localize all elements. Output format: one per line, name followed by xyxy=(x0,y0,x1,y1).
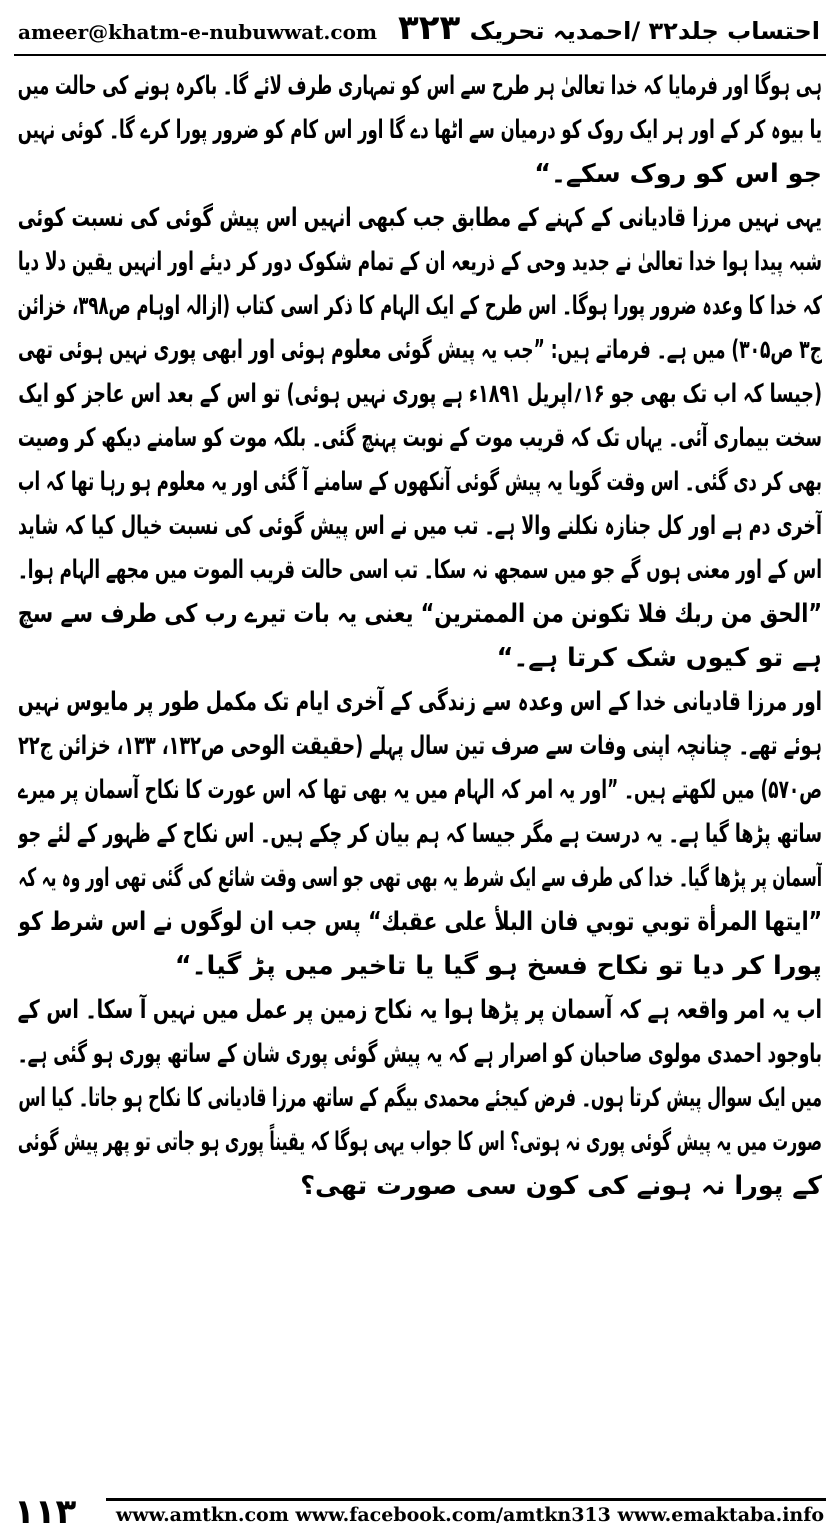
text-line: صورت میں یہ پیش گوئی پوری نہ ہوتی؟ اس کا جواب یہی ہوگا کہ یقیناً پوری ہو جاتی تو پھر پیش گوئی xyxy=(18,1127,822,1157)
header-title: احتساب جلد۳۲ /احمدیہ تحریک xyxy=(469,17,820,45)
text-line: بھی کر دی گئی۔ اس وقت گویا یہ پیش گوئی آنکھوں کے سامنے آ گئی اور یہ معلوم ہو رہا تھا کہ اب xyxy=(18,467,822,497)
header-email[interactable]: ameer@khatm-e-nubuwwat.com xyxy=(18,20,378,44)
text-line: پورا کر دیا تو نکاح فسخ ہو گیا یا تاخیر میں پڑ گیا۔“ xyxy=(174,951,822,981)
text-line: ”الحق من ربك فلا تكونن من الممترين“ یعنی یہ بات تیرے رب کی طرف سے سچ xyxy=(18,599,822,629)
footer-divider xyxy=(106,1498,826,1501)
text-line: سخت بیماری آئی۔ یہاں تک کہ قریب موت کے نوبت پہنچ گئی۔ بلکہ موت کو سامنے دیکھ کر وصیت xyxy=(18,423,822,453)
text-line: اب یہ امر واقعہ ہے کہ آسمان پر پڑھا ہوا یہ نکاح زمین پر عمل میں نہیں آ سکا۔ اس کے xyxy=(18,995,822,1025)
text-line: ہے تو کیوں شک کرتا ہے۔“ xyxy=(496,643,822,673)
text-line: (جیسا کہ اب تک بھی جو ۱۶؍اپریل ۱۸۹۱ء ہے پوری نہیں ہوئی) تو اس کے بعد اس عاجز کو ایک xyxy=(18,379,822,409)
text-line: باوجود احمدی مولوی صاحبان کو اصرار ہے کہ یہ پیش گوئی پوری شان کے ساتھ پوری ہو گئی ہے۔ xyxy=(18,1039,822,1069)
text-line: کے پورا نہ ہونے کی کون سی صورت تھی؟ xyxy=(300,1171,822,1201)
text-line: ج۳ ص۳۰۵) میں ہے۔ فرماتے ہیں: ”جب یہ پیش گوئی معلوم ہوئی اور ابھی پوری نہیں ہوئی تھی xyxy=(18,335,822,365)
text-line: ”ايتها المرأة توبي توبي فان البلأ على عقبك“ پس جب ان لوگوں نے اس شرط کو xyxy=(18,907,822,937)
footer-page-number: ۱۱۳ xyxy=(14,1492,77,1532)
page-footer xyxy=(14,1492,826,1532)
page-header xyxy=(14,6,826,54)
text-line: ہی ہوگا اور فرمایا کہ خدا تعالیٰ ہر طرح سے اس کو تمہاری طرف لائے گا۔ باکرہ ہونے کی حالت میں xyxy=(18,71,822,101)
text-line: ساتھ پڑھا گیا ہے۔ یہ درست ہے مگر جیسا کہ ہم بیان کر چکے ہیں۔ اس نکاح کے ظہور کے لئے جو xyxy=(18,819,822,849)
text-line: اور مرزا قادیانی خدا کے اس وعدہ سے زندگی کے آخری ایام تک مکمل طور پر مایوس نہیں xyxy=(18,687,822,717)
page-body xyxy=(18,64,822,1468)
text-line: کہ خدا کا وعدہ ضرور پورا ہوگا۔ اس طرح کے ایک الہام کا ذکر اسی کتاب (ازالہ اوہام ص۳۹۸، خزائن xyxy=(18,291,822,321)
footer-links[interactable]: www.amtkn.com www.facebook.com/amtkn313 www.emaktaba.info xyxy=(115,1504,825,1526)
text-line: ہوئے تھے۔ چنانچہ اپنی وفات سے صرف تین سال پہلے (حقیقت الوحی ص۱۳۲، ۱۳۳، خزائن ج۲۲ xyxy=(18,731,822,761)
text-line: میں ایک سوال پیش کرتا ہوں۔ فرض کیجئے محمدی بیگم کے ساتھ مرزا قادیانی کا نکاح ہو جاتا۔ کیا اس xyxy=(18,1083,822,1113)
text-line: یا بیوہ کر کے اور ہر ایک روک کو درمیان سے اٹھا دے گا اور اس کام کو ضرور پورا کرے گا۔ کوئی نہیں xyxy=(18,115,822,145)
text-line: شبہ پیدا ہوا خدا تعالیٰ نے جدید وحی کے ذریعہ ان کے تمام شکوک دور کر دیئے اور انہیں یقین دلا دیا xyxy=(18,247,822,277)
header-page-number: ۳۲۳ xyxy=(398,8,461,48)
header-divider xyxy=(14,54,826,56)
text-line: اس کے اور معنی ہوں گے جو میں سمجھ نہ سکا۔ تب اسی حالت قریب الموت میں مجھے الہام ہوا۔ xyxy=(18,555,822,585)
text-line: آسمان پر پڑھا گیا۔ خدا کی طرف سے ایک شرط یہ بھی تھی جو اسی وقت شائع کی گئی تھی اور وہ یہ کہ xyxy=(18,863,822,893)
text-line: جو اس کو روک سکے۔“ xyxy=(534,159,822,189)
text-line: ص۵۷۰) میں لکھتے ہیں۔ ”اور یہ امر کہ الہام میں یہ بھی تھا کہ اس عورت کا نکاح آسمان پر میرے xyxy=(18,775,822,805)
text-line: یہی نہیں مرزا قادیانی کے کہنے کے مطابق جب کبھی انہیں اس پیش گوئی کی نسبت کوئی xyxy=(18,203,822,233)
text-line: آخری دم ہے اور کل جنازہ نکلنے والا ہے۔ تب میں نے اس پیش گوئی کی نسبت خیال کیا کہ شاید xyxy=(18,511,822,541)
